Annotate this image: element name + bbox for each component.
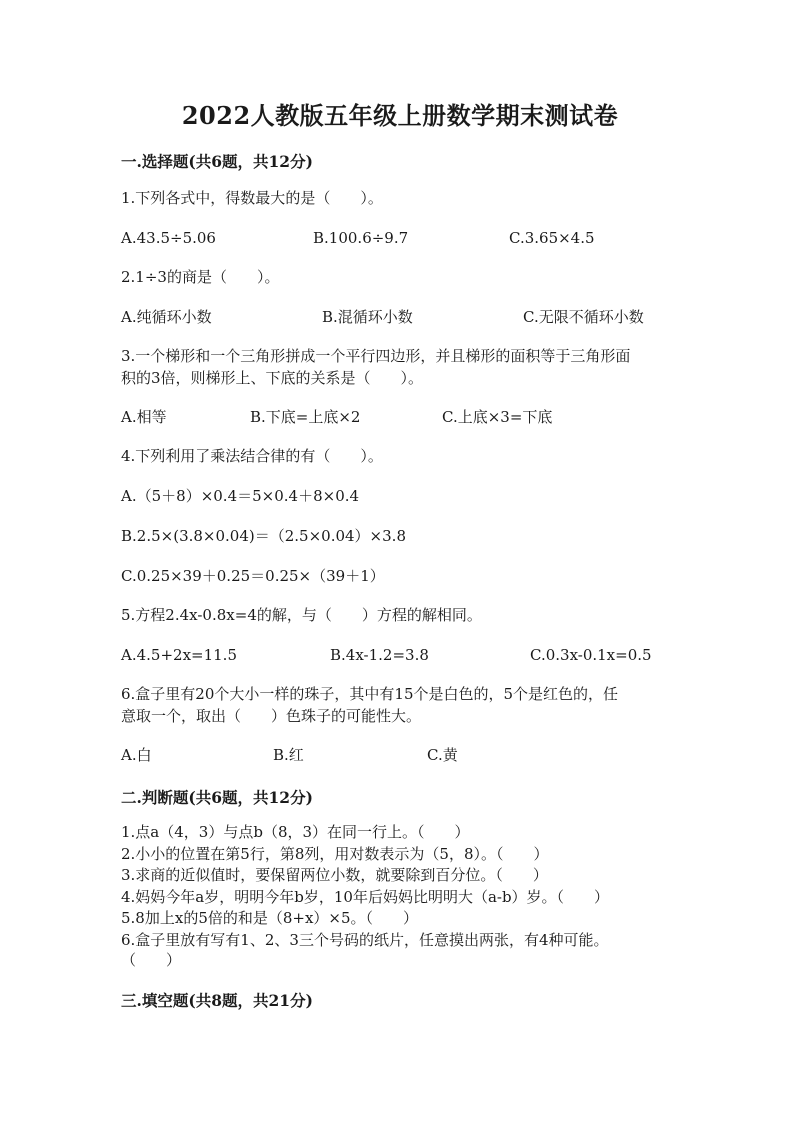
- judge-item-4: 4.妈妈今年a岁，明明今年b岁，10年后妈妈比明明大（a-b）岁。（ ）: [121, 888, 610, 906]
- question-2-option-a: A.纯循环小数: [121, 308, 212, 326]
- question-3-option-c: C.上底×3=下底: [442, 408, 553, 426]
- question-4-option-a: A.（5＋8）×0.4＝5×0.4＋8×0.4: [121, 487, 360, 505]
- question-4-option-c: C.0.25×39＋0.25＝0.25×（39＋1）: [121, 567, 385, 585]
- question-1-option-c: C.3.65×4.5: [509, 229, 595, 247]
- question-6-option-b: B.红: [273, 746, 304, 764]
- judge-item-3: 3.求商的近似值时，要保留两位小数，就要除到百分位。（ ）: [121, 866, 548, 884]
- question-4-stem: 4.下列利用了乘法结合律的有（ ）。: [121, 447, 383, 465]
- question-6-stem-line2: 意取一个，取出（ ）色珠子的可能性大。: [121, 707, 422, 725]
- question-4-option-b: B.2.5×(3.8×0.04)＝（2.5×0.04）×3.8: [121, 527, 406, 545]
- question-6-option-c: C.黄: [427, 746, 458, 764]
- section-heading-judge: 二.判断题(共6题，共12分): [121, 788, 313, 807]
- judge-item-6-line2: （ ）: [121, 951, 182, 969]
- question-3-option-b: B.下底=上底×2: [250, 408, 361, 426]
- judge-item-6-line1: 6.盒子里放有写有1、2、3三个号码的纸片，任意摸出两张，有4种可能。: [121, 931, 609, 949]
- judge-item-5: 5.8加上x的5倍的和是（8+x）×5。（ ）: [121, 909, 419, 927]
- question-1-option-b: B.100.6÷9.7: [313, 229, 409, 247]
- question-6-stem-line1: 6.盒子里有20个大小一样的珠子，其中有15个是白色的，5个是红色的，任: [121, 685, 619, 703]
- judge-item-1: 1.点a（4，3）与点b（8，3）在同一行上。（ ）: [121, 823, 470, 841]
- question-5-option-b: B.4x-1.2=3.8: [330, 646, 429, 664]
- section-heading-fill: 三.填空题(共8题，共21分): [121, 991, 313, 1010]
- question-2-stem: 2.1÷3的商是（ ）。: [121, 268, 280, 286]
- question-2-option-b: B.混循环小数: [322, 308, 413, 326]
- question-3-stem-line2: 积的3倍，则梯形上、下底的关系是（ ）。: [121, 369, 424, 387]
- question-1-stem: 1.下列各式中，得数最大的是（ ）。: [121, 189, 383, 207]
- section-heading-choice: 一.选择题(共6题，共12分): [121, 152, 313, 171]
- judge-item-2: 2.小小的位置在第5行，第8列，用对数表示为（5，8）。（ ）: [121, 845, 549, 863]
- question-6-option-a: A.白: [121, 746, 152, 764]
- page-title: 2022人教版五年级上册数学期末测试卷: [181, 101, 619, 130]
- question-3-option-a: A.相等: [121, 408, 167, 426]
- question-3-stem-line1: 3.一个梯形和一个三角形拼成一个平行四边形，并且梯形的面积等于三角形面: [121, 347, 631, 365]
- question-1-option-a: A.43.5÷5.06: [121, 229, 216, 247]
- question-5-stem: 5.方程2.4x-0.8x=4的解，与（ ）方程的解相同。: [121, 606, 482, 624]
- question-5-option-c: C.0.3x-0.1x=0.5: [530, 646, 652, 664]
- question-2-option-c: C.无限不循环小数: [523, 308, 644, 326]
- question-5-option-a: A.4.5+2x=11.5: [121, 646, 237, 664]
